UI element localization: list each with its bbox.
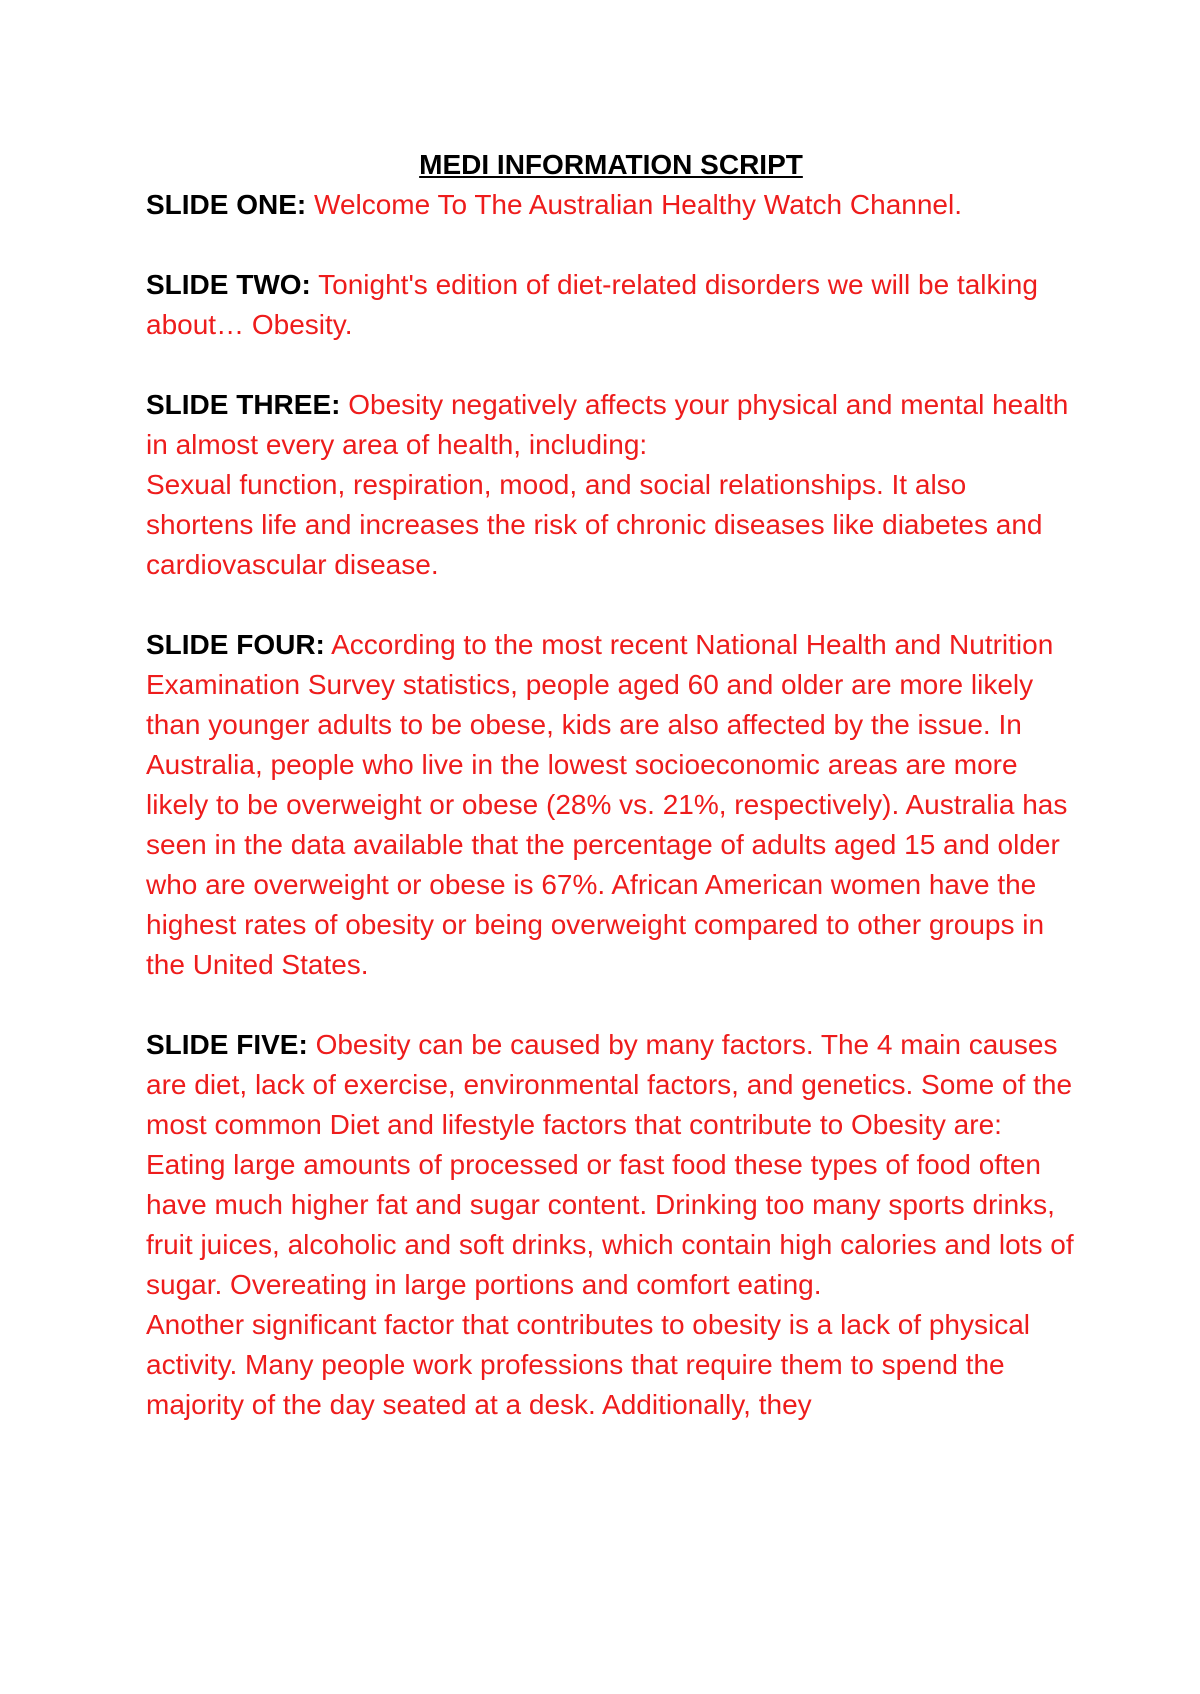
slide-three xyxy=(146,385,1076,585)
document-body xyxy=(146,145,1076,1465)
slide-five-text: Obesity can be caused by many factors. The 4 main causes are diet, lack of exercise, environmental factors, and genetics. Some of the most common Diet and lifestyle factors that contribute to Obesity are: xyxy=(146,1029,1073,1140)
slide-two-label: SLIDE TWO: xyxy=(146,269,311,300)
slide-one xyxy=(146,185,1076,225)
slide-five-paragraph-3: Another significant factor that contributes to obesity is a lack of physical activity. Many people work professions that require them to spend the majority of the day seated at a desk. Additionally, they xyxy=(146,1309,1031,1420)
slide-three-paragraph-2: Sexual function, respiration, mood, and social relationships. It also shortens life and increases the risk of chronic diseases like diabetes and cardiovascular disease. xyxy=(146,469,1043,580)
document-title: MEDI INFORMATION SCRIPT xyxy=(419,149,803,180)
slide-three-text: Obesity negatively affects your physical and mental health in almost every area of health, including: xyxy=(146,389,1069,460)
slide-five-paragraph-2: Eating large amounts of processed or fast food these types of food often have much higher fat and sugar content. Drinking too many sports drinks, fruit juices, alcoholic and soft drinks, which contain high calories and lots of sugar. Overeating in large portions and comfort eating. xyxy=(146,1149,1074,1300)
slide-two xyxy=(146,265,1076,345)
slide-three-label: SLIDE THREE: xyxy=(146,389,341,420)
slide-one-text: Welcome To The Australian Healthy Watch Channel. xyxy=(314,189,962,220)
slide-four xyxy=(146,625,1076,985)
slide-four-text: According to the most recent National Health and Nutrition Examination Survey statistics, people aged 60 and older are more likely than younger adults to be obese, kids are also affected by the issue. In Australia, people who live in the lowest socioeconomic areas are more likely to be overweight or obese (28% vs. 21%, respectively). Australia has seen in the data available that the percentage of adults aged 15 and older who are overweight or obese is 67%. African American women have the highest rates of obesity or being overweight compared to other groups in the United States. xyxy=(146,629,1068,980)
slide-five xyxy=(146,1025,1076,1425)
slide-one-label: SLIDE ONE: xyxy=(146,189,307,220)
slide-two-text: Tonight's edition of diet-related disorders we will be talking about… Obesity. xyxy=(146,269,1038,340)
slide-four-label: SLIDE FOUR: xyxy=(146,629,325,660)
slide-five-label: SLIDE FIVE: xyxy=(146,1029,308,1060)
